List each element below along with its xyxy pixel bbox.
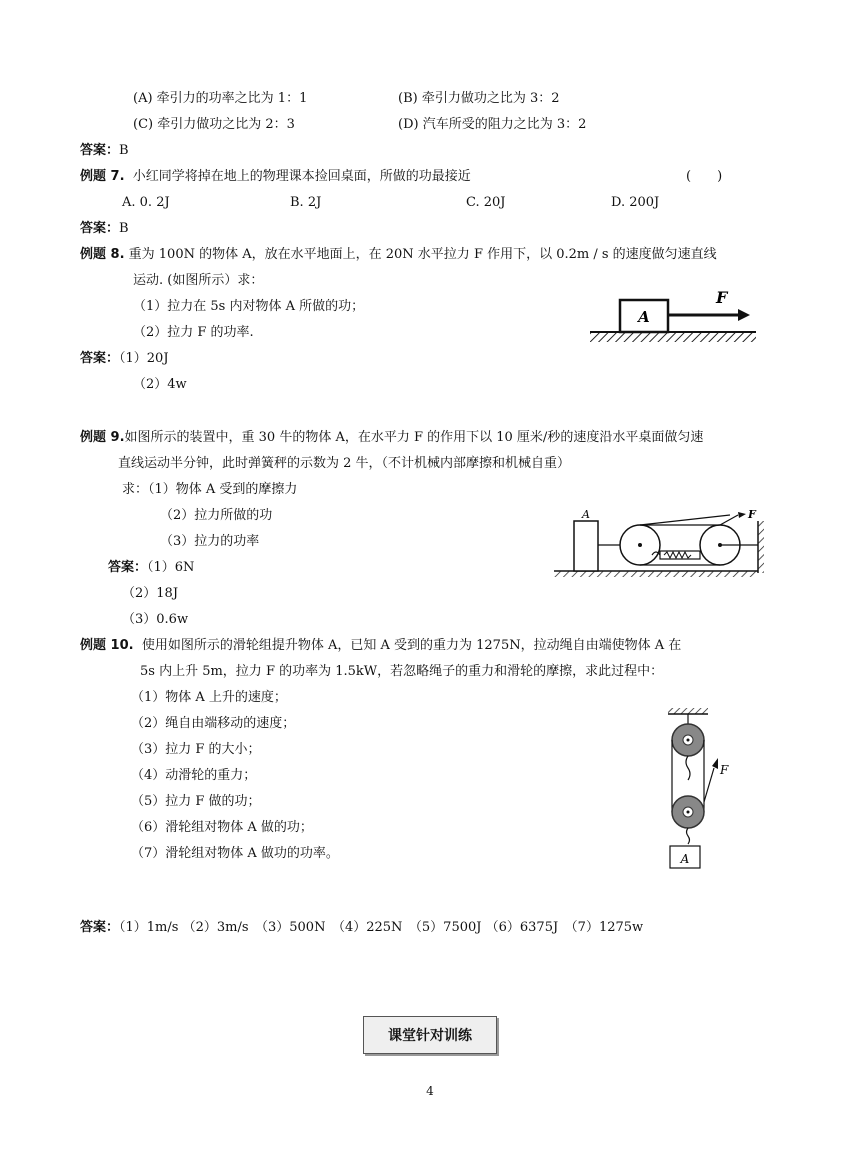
q8-answer1: 答案：（1）20J — [80, 351, 169, 366]
block-a — [574, 521, 598, 571]
q7-option-a: A. 0. 2J — [122, 195, 170, 210]
wall-hatch — [758, 521, 764, 573]
q7-option-b: B. 2J — [290, 195, 322, 210]
q6-option-a: (A) 牵引力的功率之比为 1：1 — [133, 91, 308, 106]
force-arrowhead — [738, 512, 746, 518]
q10-question-line2: 5s 内上升 5m，拉力 F 的功率为 1.5kW，若忽略绳子的重力和滑轮的摩擦，求此过程中： — [140, 664, 664, 679]
q10-sub7: （7）滑轮组对物体 A 做功的功率。 — [131, 846, 339, 861]
table-hatch — [554, 571, 758, 577]
q9-answer3: （3）0.6w — [122, 612, 189, 627]
q10-pulley-figure — [660, 706, 736, 872]
fixed-pulley-axle — [687, 739, 690, 742]
load-block-label: A — [680, 852, 690, 866]
block-a-label: A — [582, 508, 590, 521]
rope-hook — [686, 756, 690, 780]
q8-question-line1: 例题 8. 重为 100N 的物体 A，放在水平地面上，在 20N 水平拉力 F 作用下，以 0.2m / s 的速度做匀速直线 — [80, 247, 717, 262]
page-number: 4 — [426, 1084, 434, 1098]
q8-answer2: （2）4w — [133, 377, 187, 392]
force-arrowhead — [738, 309, 750, 321]
q8-sub1: （1）拉力在 5s 内对物体 A 所做的功； — [133, 299, 365, 314]
q9-sub3: （3）拉力的功率 — [160, 534, 260, 549]
section-title-box — [363, 1016, 497, 1054]
block-a-label: A — [638, 308, 650, 326]
q10-sub4: （4）动滑轮的重力； — [131, 768, 257, 783]
q9-answer1: 答案：（1）6N — [108, 560, 195, 575]
q10-sub2: （2）绳自由端移动的速度； — [131, 716, 296, 731]
q7-option-d: D. 200J — [611, 195, 660, 210]
q7-option-c: C. 20J — [466, 195, 506, 210]
ground-hatch — [590, 332, 756, 342]
force-label: F — [720, 763, 729, 777]
q7-question: 例题 7. 小红同学将掉在地上的物理课本捡回桌面，所做的功最接近 — [80, 169, 471, 184]
q6-option-b: (B) 牵引力做功之比为 3：2 — [398, 91, 560, 106]
q10-sub3: （3）拉力 F 的大小； — [131, 742, 261, 757]
ceiling-hatch — [668, 708, 708, 714]
q7-answer-paren: ( ) — [686, 169, 723, 184]
q7-answer: 答案：B — [80, 221, 129, 236]
pull-rope — [640, 515, 730, 525]
q10-sub5: （5）拉力 F 做的功； — [131, 794, 261, 809]
free-end-rope — [704, 768, 714, 802]
q8-question-line2: 运动. (如图所示）求： — [133, 273, 264, 288]
q9-question-line1: 例题 9.如图所示的装置中，重 30 牛的物体 A，在水平力 F 的作用下以 10 厘米/秒的速度沿水平桌面做匀速 — [80, 430, 704, 445]
force-arrowhead — [712, 758, 718, 769]
q9-question-line2: 直线运动半分钟，此时弹簧秤的示数为 2 牛，（不计机械内部摩擦和机械自重） — [118, 456, 571, 471]
q10-sub1: （1）物体 A 上升的速度； — [131, 690, 287, 705]
section-title: 课堂针对训练 — [388, 1028, 472, 1044]
q8-sub2: （2）拉力 F 的功率. — [133, 325, 254, 340]
q9-answer2: （2）18J — [122, 586, 179, 601]
q10-answers: 答案：（1）1m/s （2）3m/s （3）500N （4）225N （5）7500J （6）6375J （7）1275w — [80, 920, 644, 935]
q9-pulley-figure — [552, 503, 772, 579]
force-label: F — [748, 508, 756, 521]
movable-pulley-axle — [638, 543, 642, 547]
pull-rope-end — [720, 515, 738, 525]
movable-pulley-axle — [687, 811, 690, 814]
q6-option-c: (C) 牵引力做功之比为 2：3 — [133, 117, 295, 132]
q6-option-d: (D) 汽车所受的阻力之比为 3：2 — [398, 117, 587, 132]
q10-sub6: （6）滑轮组对物体 A 做的功； — [131, 820, 313, 835]
q8-block-figure — [588, 284, 760, 344]
force-label: F — [716, 288, 728, 307]
q9-sub2: （2）拉力所做的功 — [160, 508, 273, 523]
load-hook — [687, 828, 690, 844]
q6-answer: 答案：B — [80, 143, 129, 158]
q10-question-line1: 例题 10. 使用如图所示的滑轮组提升物体 A，已知 A 受到的重力为 1275N，拉动绳自由端使物体 A 在 — [80, 638, 682, 653]
q9-ask: 求：（1）物体 A 受到的摩擦力 — [122, 482, 298, 497]
